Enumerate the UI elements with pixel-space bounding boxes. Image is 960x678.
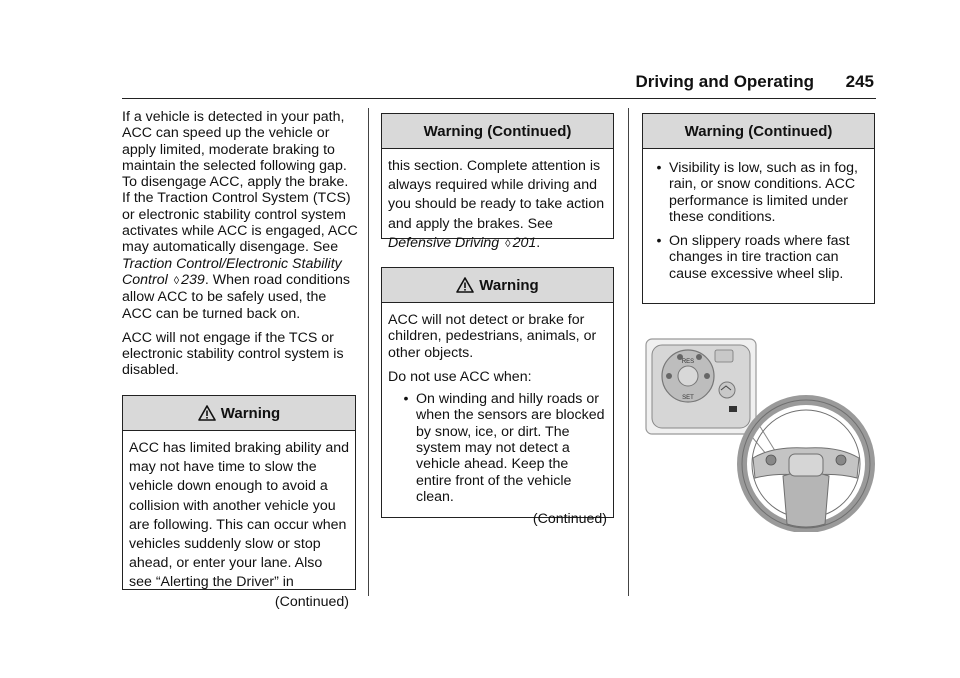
section-title: Driving and Operating: [635, 72, 814, 91]
res-label: RES: [681, 359, 695, 365]
warning-title: Warning (Continued): [684, 122, 833, 140]
warning-text: ACC has limited braking ability and may not have time to slow the vehicle down enough to avoid a collision with another vehicle you are following. This can occur when vehicles suddenly slow or stop ahead, or enter your lane. Also see “Alerting the Driver” in: [129, 440, 350, 591]
warning-header: [123, 396, 355, 431]
warning-header: [382, 114, 613, 149]
continued-label: (Continued): [274, 593, 349, 610]
warning-body: [643, 149, 874, 294]
warning-body: this section. Complete attention is always required while driving and you should be ready to take action and apply the brakes. See Defensive Driving ◊ 201.: [388, 158, 605, 251]
warning-header: [382, 268, 613, 303]
warning-title: Warning: [479, 276, 539, 294]
paragraph-acc-braking: If a vehicle is detected in your path, ACC can speed up the vehicle or apply limited, moderate braking to maintain the selected following gap. To disengage ACC, apply the brake. If the Traction Control System (TCS) or electronic stability control system activates while ACC is engaged, ACC may automatically disengage. See Traction Control/Electronic Stability Control ◊ 239. When road conditions allow ACC to be safely used, the ACC can be turned back on.: [122, 109, 358, 322]
warning-triangle-icon: [456, 277, 474, 293]
column-divider-2: [628, 108, 629, 596]
warning-title: Warning (Continued): [423, 122, 572, 140]
column-1: [122, 109, 358, 387]
warning-box-continued-2: [642, 113, 875, 304]
page-number: 245: [845, 72, 874, 91]
list-item: • Visibility is low, such as in fog, rain, or snow conditions. ACC performance is limited under these conditions.: [649, 160, 868, 225]
list-item: • On slippery roads where fast changes in tire traction can cause excessive wheel slip.: [649, 233, 868, 282]
steering-wheel-figure: [643, 336, 876, 532]
header-rule: [122, 98, 876, 99]
xref-page[interactable]: 201: [512, 234, 537, 251]
warning-body: [382, 303, 613, 534]
bullet-icon: •: [656, 160, 662, 176]
warning-box-1: [122, 395, 356, 610]
warning-box-continued-1: [381, 113, 614, 251]
column-divider-1: [368, 108, 369, 596]
list-item: • On winding and hilly roads or when the sensors are blocked by snow, ice, or dirt. The system may not detect a vehicle ahead. Keep the entire front of the vehicle clean.: [388, 391, 607, 505]
paragraph-tcs: ACC will not engage if the TCS or electronic stability control system is disabled.: [122, 329, 344, 379]
warning-triangle-icon: [198, 405, 216, 421]
steering-wheel-icon: [643, 336, 876, 532]
bullet-icon: •: [403, 391, 409, 408]
xref-arrow-icon: ◊: [173, 274, 180, 287]
xref-arrow-icon: ◊: [505, 237, 511, 250]
xref-page[interactable]: 239: [181, 271, 205, 288]
continued-label: (Continued): [532, 511, 607, 528]
page-header: [630, 72, 876, 96]
xref-traction-control[interactable]: Traction Control/Electronic Stability Control: [122, 255, 342, 288]
warning-text: Do not use ACC when:: [388, 368, 532, 385]
bullet-icon: •: [656, 233, 662, 250]
warning-body: [123, 431, 355, 618]
set-label: SET: [682, 395, 694, 401]
warning-header: [643, 114, 874, 149]
warning-box-2: [381, 267, 614, 528]
xref-defensive-driving[interactable]: Defensive Driving: [388, 234, 500, 251]
warning-title: Warning: [220, 404, 281, 422]
warning-text: ACC will not detect or brake for children, pedestrians, animals, or other objects.: [388, 312, 597, 361]
